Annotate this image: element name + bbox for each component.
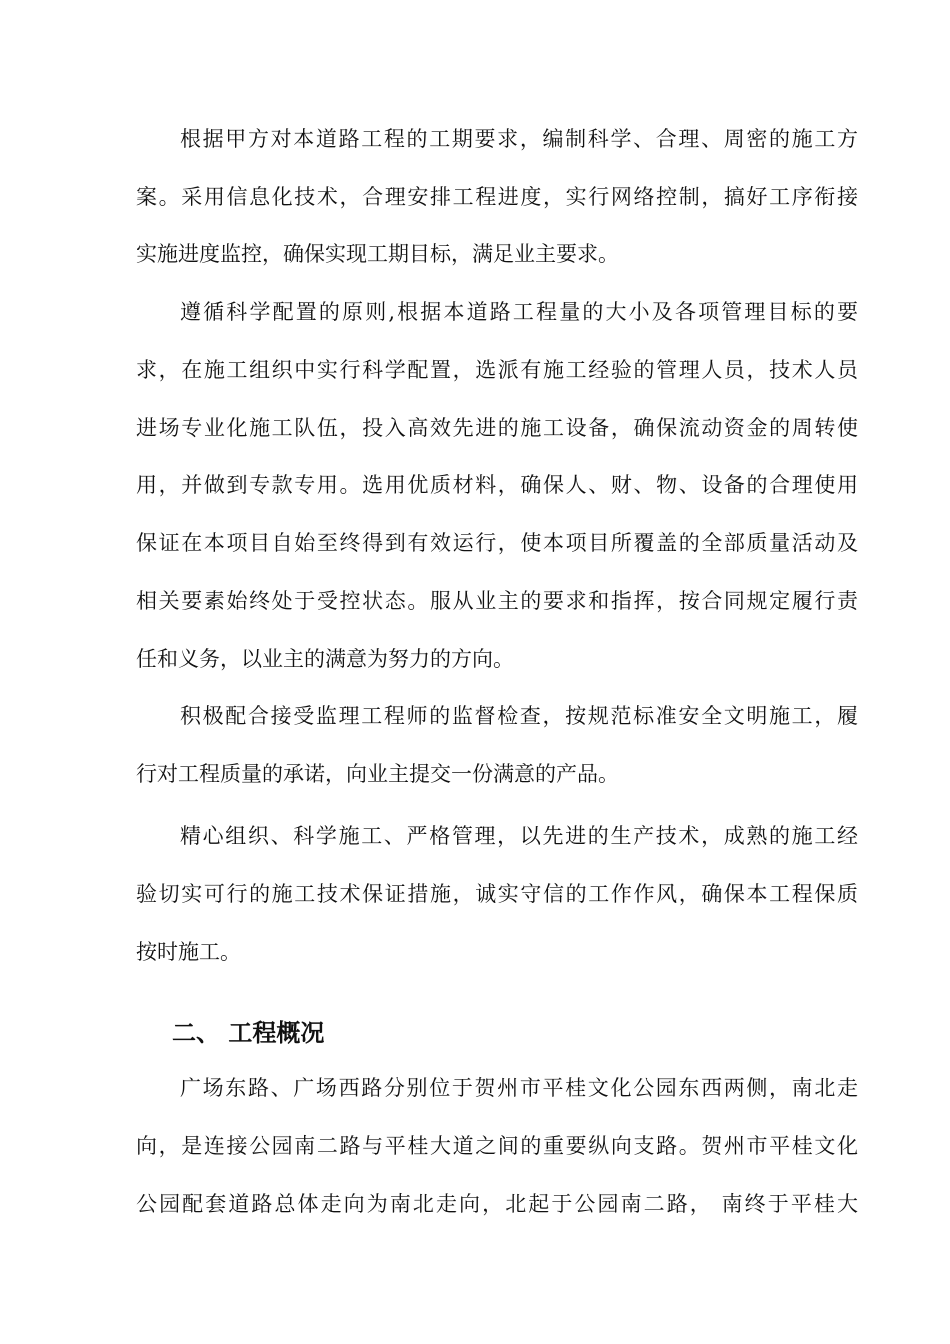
section-heading: 二、 工程概况 (172, 1019, 325, 1047)
paragraph-2-line-4: 用，并做到专款专用。选用优质材料，确保人、财、物、设备的合理使用 (136, 473, 858, 497)
paragraph-5-line-1: 广场东路、广场西路分别位于贺州市平桂文化公园东西两侧，南北走 (180, 1076, 858, 1100)
paragraph-2-line-6: 相关要素始终处于受控状态。服从业主的要求和指挥，按合同规定履行责 (136, 589, 858, 613)
paragraph-1-line-3: 实施进度监控，确保实现工期目标，满足业主要求。 (136, 242, 619, 266)
paragraph-4-line-3: 按时施工。 (136, 940, 241, 964)
paragraph-2-line-5: 保证在本项目自始至终得到有效运行，使本项目所覆盖的全部质量活动及 (136, 531, 858, 555)
paragraph-2-line-1: 遵循科学配置的原则,根据本道路工程量的大小及各项管理目标的要 (180, 300, 858, 324)
paragraph-5-line-3: 公园配套道路总体走向为南北走向，北起于公园南二路， 南终于平桂大 (136, 1192, 858, 1216)
paragraph-2-line-7: 任和义务，以业主的满意为努力的方向。 (136, 647, 514, 671)
paragraph-4-line-1: 精心组织、科学施工、严格管理，以先进的生产技术，成熟的施工经 (180, 824, 858, 848)
paragraph-1-line-2: 案。采用信息化技术，合理安排工程进度，实行网络控制，搞好工序衔接 (136, 185, 858, 209)
paragraph-2-line-3: 进场专业化施工队伍，投入高效先进的施工设备，确保流动资金的周转使 (136, 416, 858, 440)
paragraph-3-line-2: 行对工程质量的承诺，向业主提交一份满意的产品。 (136, 762, 619, 786)
paragraph-3-line-1: 积极配合接受监理工程师的监督检查，按规范标准安全文明施工，履 (180, 704, 858, 728)
paragraph-4-line-2: 验切实可行的施工技术保证措施，诚实守信的工作作风，确保本工程保质 (136, 882, 858, 906)
paragraph-1-line-1: 根据甲方对本道路工程的工期要求，编制科学、合理、周密的施工方 (180, 127, 858, 151)
paragraph-5-line-2: 向，是连接公园南二路与平桂大道之间的重要纵向支路。贺州市平桂文化 (136, 1134, 858, 1158)
paragraph-2-line-2: 求，在施工组织中实行科学配置，选派有施工经验的管理人员，技术人员 (136, 358, 858, 382)
